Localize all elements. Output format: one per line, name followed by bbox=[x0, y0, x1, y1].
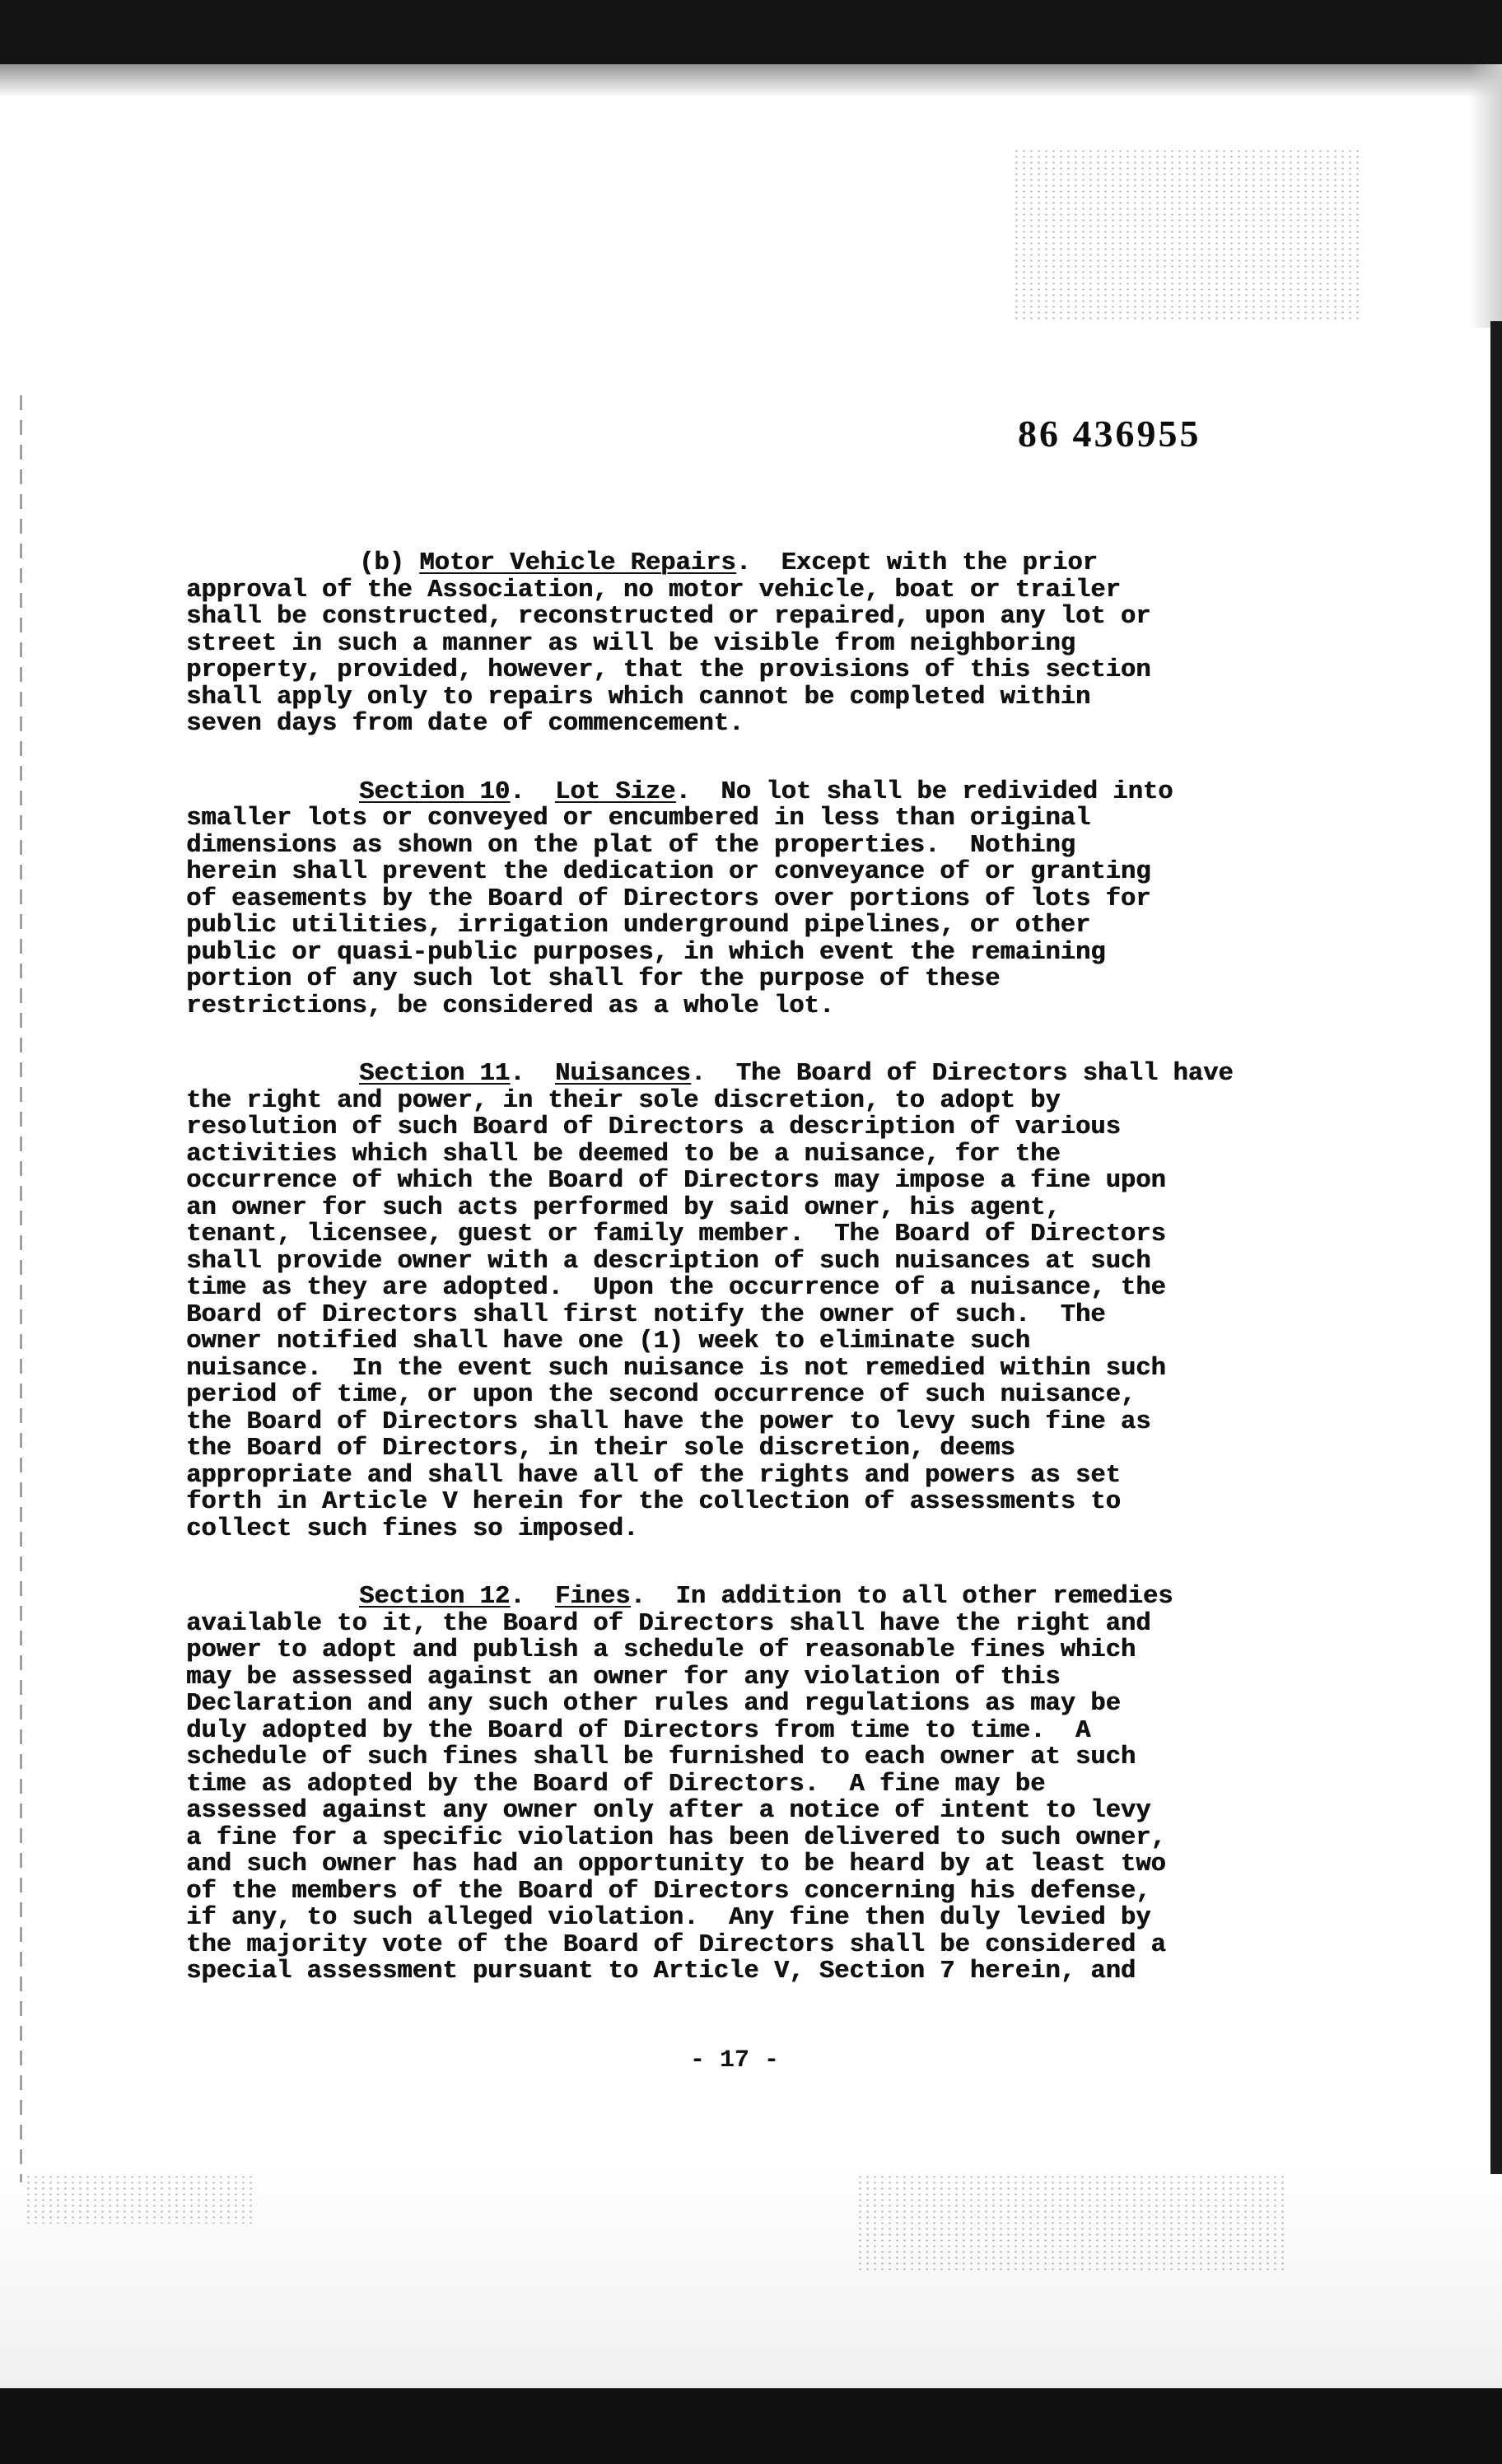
scan-noise-bottom-right bbox=[856, 2174, 1285, 2273]
section-title-heading: Lot Size bbox=[554, 777, 676, 806]
heading-separator: . bbox=[510, 1583, 555, 1611]
paragraph-line: seven days from date of commencement. bbox=[186, 710, 744, 738]
paragraph-line: street in such a manner as will be visible from neighboring bbox=[186, 629, 1075, 658]
paragraph-line: time as they are adopted. Upon the occurrence of a nuisance, the bbox=[186, 1274, 1166, 1302]
paragraph-line: of the members of the Board of Directors concerning his defense, bbox=[186, 1877, 1151, 1906]
section-title-heading: Fines bbox=[554, 1583, 631, 1611]
paragraph-line: approval of the Association, no motor vehicle, boat or trailer bbox=[186, 576, 1121, 604]
paragraph-line: power to adopt and publish a schedule of reasonable fines which bbox=[186, 1636, 1136, 1664]
paragraph-line: dimensions as shown on the plat of the properties. Nothing bbox=[186, 831, 1075, 860]
paragraph-line: assessed against any owner only after a notice of intent to levy bbox=[186, 1797, 1151, 1825]
paragraph-line: available to it, the Board of Directors shall have the right and bbox=[186, 1609, 1151, 1638]
paragraph-first-line bbox=[186, 550, 1372, 577]
paragraph-line: a fine for a specific violation has been delivered to such owner, bbox=[186, 1823, 1166, 1852]
paragraph-motor-vehicle-repairs bbox=[186, 550, 1372, 738]
paragraph-text: . The Board of Directors shall have bbox=[690, 1060, 1234, 1088]
document-number-stamp: 86 436955 bbox=[1018, 413, 1201, 455]
paragraph-line: an owner for such acts performed by said owner, his agent, bbox=[186, 1193, 1061, 1222]
paragraph-line: public or quasi-public purposes, in which event the remaining bbox=[186, 938, 1106, 967]
paragraph-line: forth in Article V herein for the collection of assessments to bbox=[186, 1488, 1121, 1516]
scan-border-left bbox=[20, 395, 22, 2182]
paragraph-line: tenant, licensee, guest or family member. The Board of Directors bbox=[186, 1220, 1166, 1248]
paragraph-line: the Board of Directors shall have the power to levy such fine as bbox=[186, 1407, 1151, 1436]
section-title-heading: Nuisances bbox=[554, 1060, 691, 1088]
paragraph-section-12 bbox=[186, 1584, 1372, 1986]
paragraph-line: duly adopted by the Board of Directors from time to time. A bbox=[186, 1716, 1091, 1745]
paragraph-section-10 bbox=[186, 779, 1372, 1020]
document-body bbox=[186, 550, 1372, 2027]
scan-border-right bbox=[1490, 321, 1502, 2174]
paragraph-prefix: (b) bbox=[359, 549, 420, 577]
heading-separator: . bbox=[510, 1060, 555, 1088]
page-number: - 17 - bbox=[690, 2046, 780, 2074]
paragraph-line: smaller lots or conveyed or encumbered in less than original bbox=[186, 805, 1091, 833]
section-number-heading: Section 10 bbox=[359, 777, 511, 806]
scan-noise-top-right bbox=[1013, 148, 1359, 321]
paragraph-first-line bbox=[186, 779, 1372, 806]
paragraph-line: resolution of such Board of Directors a description of various bbox=[186, 1113, 1121, 1141]
paragraph-line: shall apply only to repairs which cannot be completed within bbox=[186, 683, 1091, 712]
scan-noise-bottom-left bbox=[25, 2174, 255, 2224]
paragraph-line: herein shall prevent the dedication or conveyance of or granting bbox=[186, 858, 1151, 886]
paragraph-line: activities which shall be deemed to be a nuisance, for the bbox=[186, 1140, 1061, 1169]
paragraph-text: . In addition to all other remedies bbox=[630, 1583, 1173, 1611]
paragraph-line: time as adopted by the Board of Directors. A fine may be bbox=[186, 1770, 1046, 1799]
scan-shadow-top bbox=[0, 64, 1502, 97]
paragraph-line: period of time, or upon the second occurrence of such nuisance, bbox=[186, 1381, 1136, 1409]
paragraph-line: the right and power, in their sole discretion, to adopt by bbox=[186, 1086, 1061, 1115]
paragraph-first-line bbox=[186, 1061, 1372, 1088]
paragraph-line: public utilities, irrigation underground pipelines, or other bbox=[186, 912, 1091, 940]
paragraph-line: of easements by the Board of Directors over portions of lots for bbox=[186, 884, 1151, 913]
paragraph-text: . No lot shall be redivided into bbox=[675, 777, 1173, 806]
paragraph-line: Board of Directors shall first notify the owner of such. The bbox=[186, 1300, 1106, 1329]
paragraph-line: appropriate and shall have all of the rights and powers as set bbox=[186, 1461, 1121, 1490]
paragraph-line: owner notified shall have one (1) week to eliminate such bbox=[186, 1328, 1030, 1356]
paragraph-line: may be assessed against an owner for any violation of this bbox=[186, 1663, 1061, 1692]
paragraph-first-line bbox=[186, 1584, 1372, 1611]
scan-shadow-right bbox=[1469, 64, 1502, 328]
paragraph-line: portion of any such lot shall for the purpose of these bbox=[186, 965, 1001, 993]
scan-border-top bbox=[0, 0, 1502, 64]
paragraph-text: . Except with the prior bbox=[735, 549, 1098, 577]
paragraph-line: property, provided, however, that the provisions of this section bbox=[186, 656, 1151, 684]
paragraph-line: the majority vote of the Board of Directors shall be considered a bbox=[186, 1930, 1166, 1959]
paragraph-line: the Board of Directors, in their sole discretion, deems bbox=[186, 1435, 1015, 1463]
paragraph-line: schedule of such fines shall be furnished to each owner at such bbox=[186, 1743, 1136, 1771]
section-number-heading: Section 11 bbox=[359, 1060, 511, 1088]
paragraph-line: and such owner has had an opportunity to be heard by at least two bbox=[186, 1850, 1166, 1878]
paragraph-line: Declaration and any such other rules and regulations as may be bbox=[186, 1690, 1121, 1718]
paragraph-line: restrictions, be considered as a whole lot. bbox=[186, 992, 835, 1020]
scan-border-bottom bbox=[0, 2388, 1502, 2464]
paragraph-line: nuisance. In the event such nuisance is not remedied within such bbox=[186, 1354, 1166, 1383]
paragraph-section-11 bbox=[186, 1061, 1372, 1542]
paragraph-line: shall be constructed, reconstructed or repaired, upon any lot or bbox=[186, 603, 1151, 631]
section-heading: Motor Vehicle Repairs bbox=[419, 549, 736, 577]
paragraph-line: occurrence of which the Board of Directors may impose a fine upon bbox=[186, 1167, 1166, 1195]
paragraph-line: collect such fines so imposed. bbox=[186, 1514, 639, 1543]
section-number-heading: Section 12 bbox=[359, 1583, 511, 1611]
paragraph-line: shall provide owner with a description of such nuisances at such bbox=[186, 1247, 1151, 1276]
heading-separator: . bbox=[510, 777, 555, 806]
paragraph-line: if any, to such alleged violation. Any fine then duly levied by bbox=[186, 1904, 1151, 1932]
paragraph-line: special assessment pursuant to Article V, Section 7 herein, and bbox=[186, 1958, 1136, 1986]
